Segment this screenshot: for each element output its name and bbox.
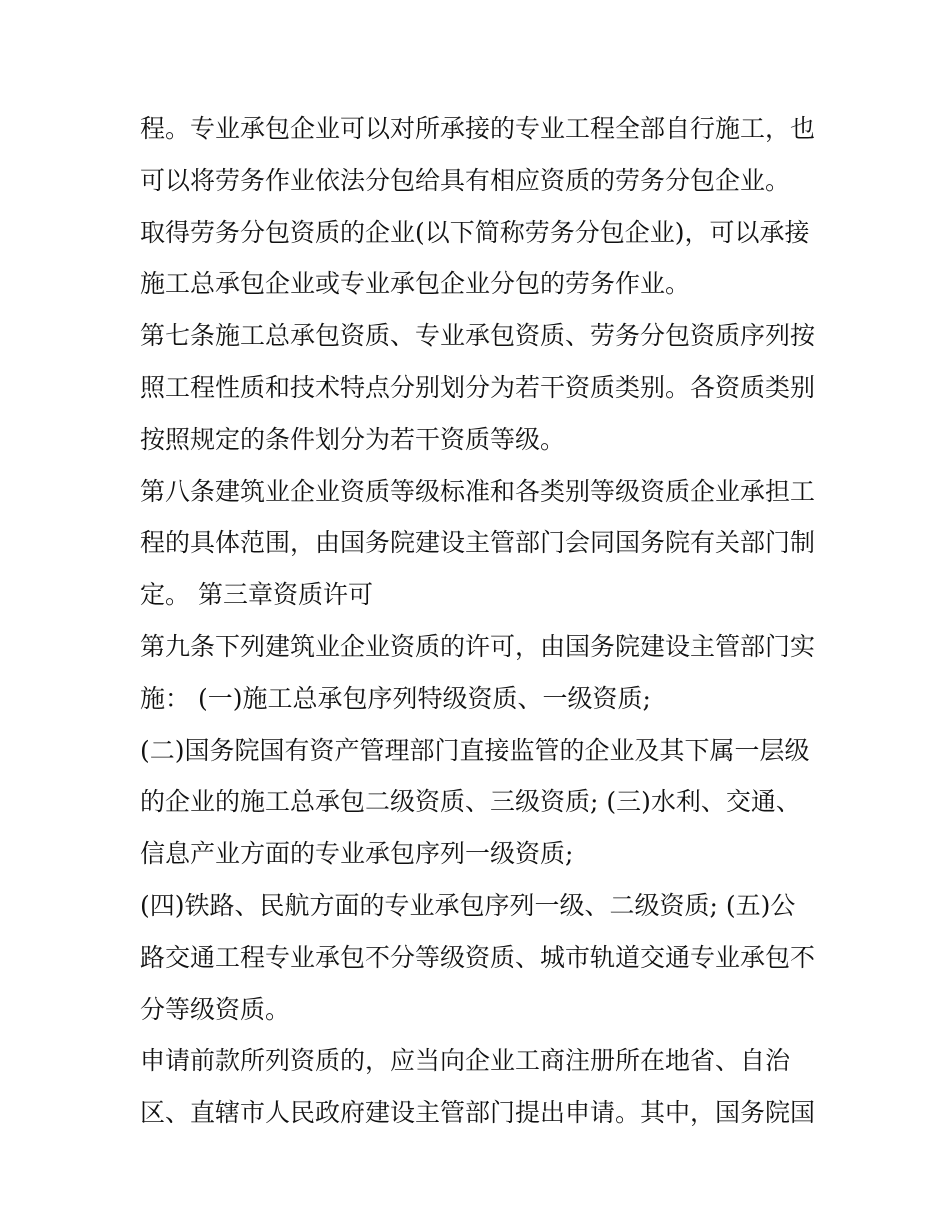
text-line: 施工总承包企业或专业承包企业分包的劳务作业。 (140, 269, 691, 299)
text-line: 分等级资质。 (140, 994, 291, 1024)
text-line: (四)铁路、民航方面的专业承包序列一级、二级资质; (五)公 (140, 890, 796, 920)
text-line: 申请前款所列资质的，应当向企业工商注册所在地省、自治 (140, 1046, 791, 1076)
text-line: 信息产业方面的专业承包序列一级资质; (140, 839, 574, 869)
text-line: 第七条施工总承包资质、专业承包资质、劳务分包资质序列按 (140, 321, 816, 351)
text-line: (二)国务院国有资产管理部门直接监管的企业及其下属一层级 (140, 735, 810, 765)
text-line: 可以将劳务作业依法分包给具有相应资质的劳务分包企业。 (140, 165, 791, 195)
text-line: 定。 第三章资质许可 (140, 580, 373, 610)
text-line: 程的具体范围，由国务院建设主管部门会同国务院有关部门制 (140, 528, 816, 558)
text-line: 第八条建筑业企业资质等级标准和各类别等级资质企业承担工 (140, 476, 816, 506)
text-line: 路交通工程专业承包不分等级资质、城市轨道交通专业承包不 (140, 942, 816, 972)
text-line: 按照规定的条件划分为若干资质等级。 (140, 424, 566, 454)
text-line: 照工程性质和技术特点分别划分为若干资质类别。各资质类别 (140, 372, 816, 402)
text-line: 施： (一)施工总承包序列特级资质、一级资质; (140, 683, 651, 713)
text-line: 程。专业承包企业可以对所承接的专业工程全部自行施工，也 (140, 114, 816, 143)
text-line: 的企业的施工总承包二级资质、三级资质; (三)水利、交通、 (140, 787, 801, 817)
text-line: 取得劳务分包资质的企业(以下简称劳务分包企业)，可以承接 (140, 217, 810, 247)
text-line: 区、直辖市人民政府建设主管部门提出申请。其中，国务院国 (140, 1098, 816, 1128)
text-line: 第九条下列建筑业企业资质的许可，由国务院建设主管部门实 (140, 631, 816, 661)
document-body (140, 103, 820, 1139)
